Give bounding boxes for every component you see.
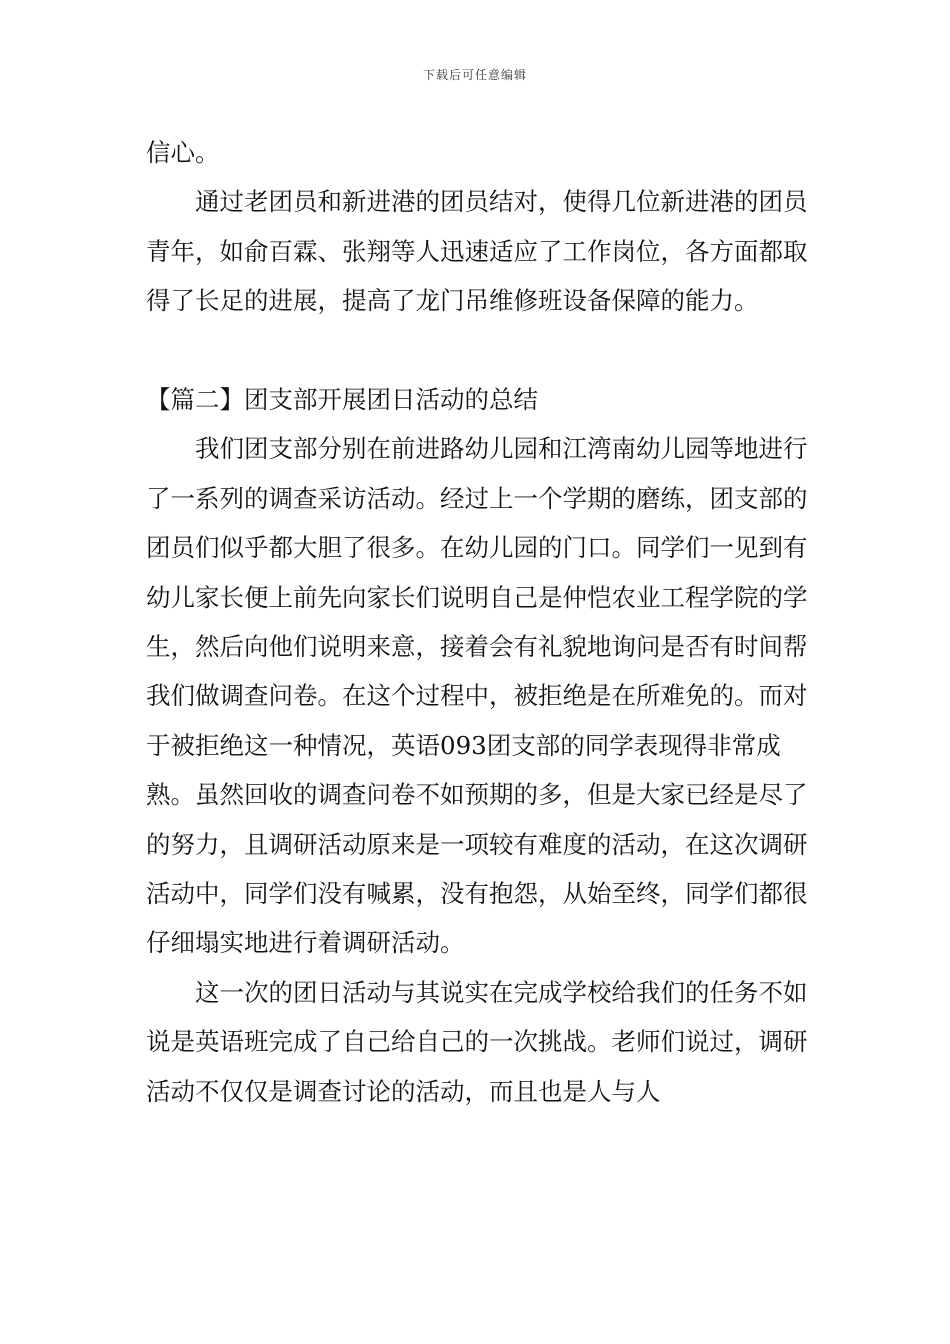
paragraph-2: 我们团支部分别在前进路幼儿园和江湾南幼儿园等地进行了一系列的调查采访活动。经过上一个学期的磨练，团支部的团员们似乎都大胆了很多。在幼儿园的门口。同学们一见到有幼儿家长便上前先向家长们说明自己是仲恺农业工程学院的学生，然后向他们说明来意，接着会有礼貌地询问是否有时间帮我们做调查问卷。在这个过程中，被拒绝是在所难免的。而对于被拒绝这一种情况，英语093团支部的同学表现得非常成熟。虽然回收的调查问卷不如预期的多，但是大家已经是尽了的努力，且调研活动原来是一项较有难度的活动，在这次调研活动中，同学们没有喊累，没有抱怨，从始至终，同学们都很仔细塌实地进行着调研活动。 xyxy=(146,434,808,958)
lead-fragment: 信心。 xyxy=(146,138,220,167)
paragraph-1: 通过老团员和新进港的团员结对，使得几位新进港的团员青年，如俞百霖、张翔等人迅速适应了工作岗位，各方面都取得了长足的进展，提高了龙门吊维修班设备保障的能力。 xyxy=(146,187,808,316)
section-title: 【篇二】团支部开展团日活动的总结 xyxy=(146,385,538,415)
paragraph-3: 这一次的团日活动与其说实在完成学校给我们的任务不如说是英语班完成了自己给自己的一次挑战。老师们说过，调研活动不仅仅是调查讨论的活动，而且也是人与人 xyxy=(146,977,808,1106)
page-header: 下载后可任意编辑 xyxy=(422,68,527,82)
document-body xyxy=(146,128,810,1116)
